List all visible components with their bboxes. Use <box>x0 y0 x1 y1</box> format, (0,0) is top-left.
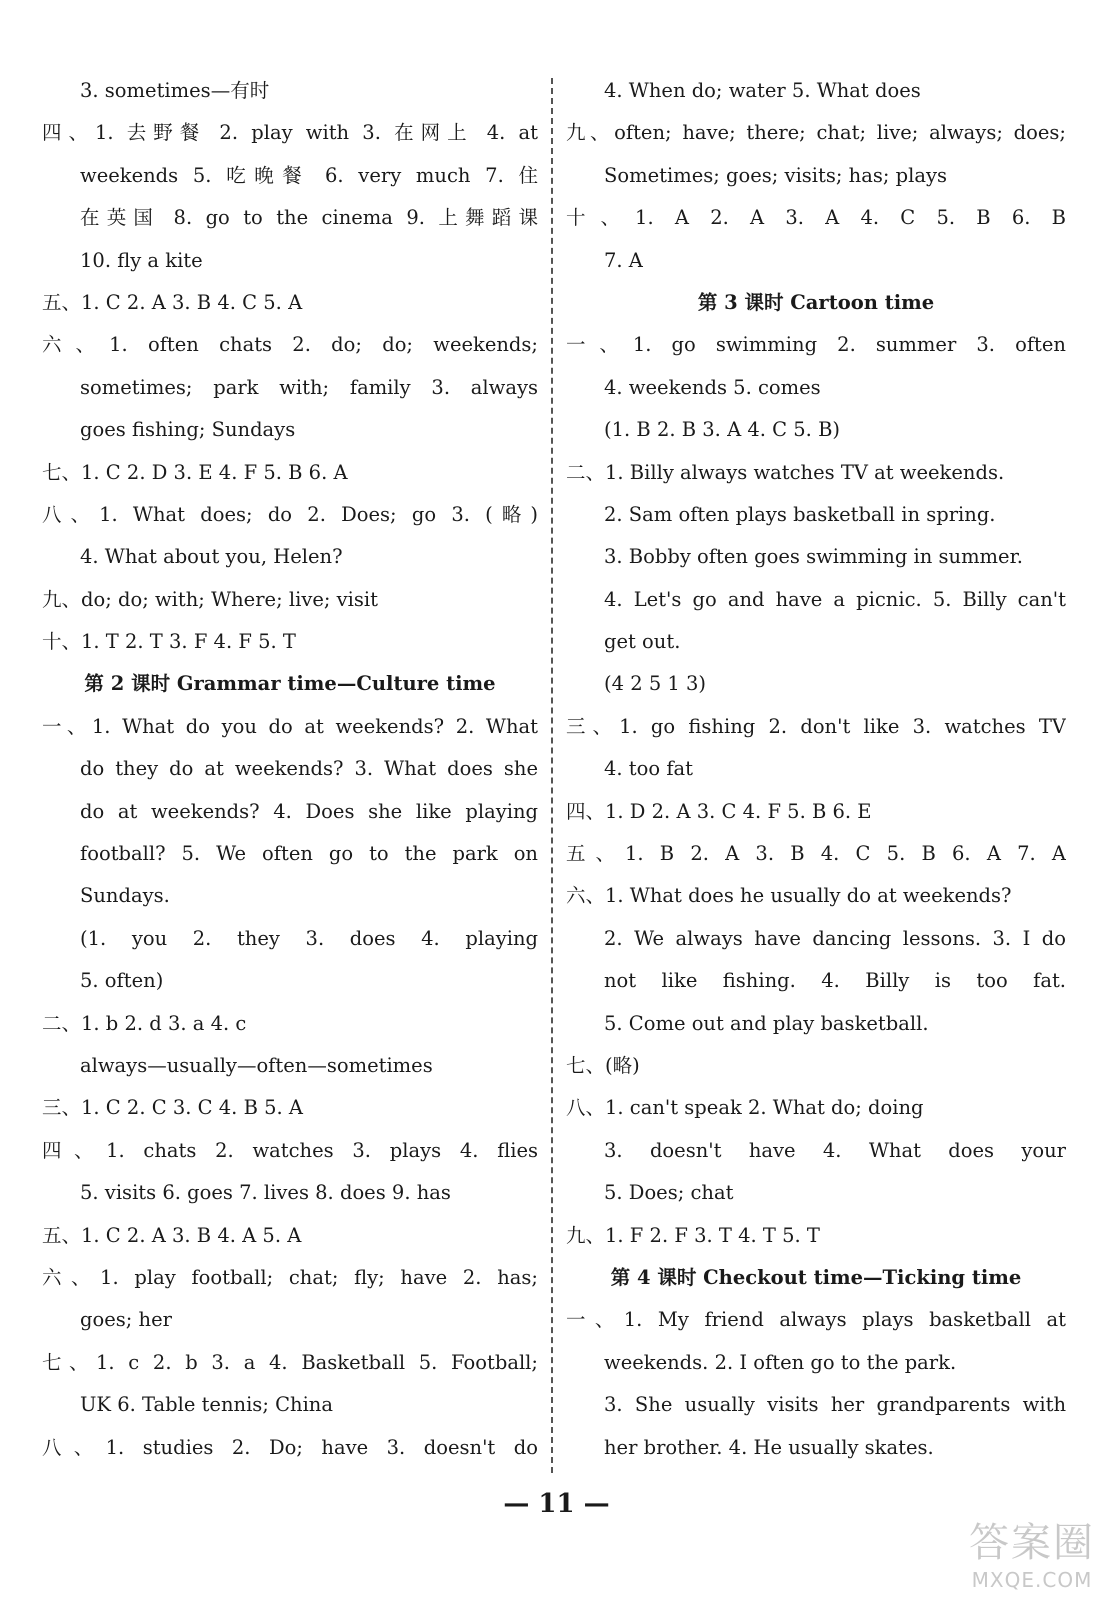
right-line-2: 九、often; have; there; chat; live; always; does; <box>566 121 1066 145</box>
left-line-17: do they do at weekends? 3. What does she <box>80 757 538 781</box>
left-line-24: always—usually—often—sometimes <box>80 1053 433 1077</box>
left-line-20: Sundays. <box>80 884 170 908</box>
left-line-7: 六、1. often chats 2. do; do; weekends; <box>42 333 538 357</box>
right-line-27: 5. Does; chat <box>604 1181 734 1205</box>
left-line-6: 五、1. C 2. A 3. B 4. C 5. A <box>42 290 303 314</box>
left-line-23: 二、1. b 2. d 3. a 4. c <box>42 1011 247 1035</box>
right-line-28: 九、1. F 2. F 3. T 4. T 5. T <box>566 1223 820 1247</box>
left-column <box>42 70 538 1469</box>
right-line-1: 4. When do; water 5. What does <box>604 79 921 102</box>
left-line-26: 四、1. chats 2. watches 3. plays 4. flies <box>42 1138 538 1162</box>
right-line-12: 3. Bobby often goes swimming in summer. <box>604 545 1023 569</box>
right-line-26: 3. doesn't have 4. What does your <box>604 1138 1066 1162</box>
left-line-31: 七、1. c 2. b 3. a 4. Basketball 5. Football; <box>42 1350 538 1374</box>
right-line-8: 4. weekends 5. comes <box>604 375 821 399</box>
left-line-1: 3. sometimes—有时 <box>80 79 270 102</box>
left-line-5: 10. fly a kite <box>80 248 203 272</box>
left-line-3: weekends 5. 吃晚餐 6. very much 7. 住 <box>80 163 538 187</box>
right-line-16: 三、1. go fishing 2. don't like 3. watches TV <box>566 714 1066 738</box>
right-line-17: 4. too fat <box>604 757 693 781</box>
column-divider <box>551 78 553 1473</box>
left-line-16: 一、1. What do you do at weekends? 2. What <box>42 714 538 738</box>
left-line-22: 5. often) <box>80 969 164 993</box>
right-line-10: 二、1. Billy always watches TV at weekends. <box>566 460 1005 484</box>
left-line-9: goes fishing; Sundays <box>80 418 296 442</box>
right-line-5: 7. A <box>604 248 643 272</box>
left-line-14: 十、1. T 2. T 3. F 4. F 5. T <box>42 630 296 654</box>
left-line-19: football? 5. We often go to the park on <box>80 842 538 866</box>
right-column <box>566 70 1066 1469</box>
left-line-32: UK 6. Table tennis; China <box>80 1393 333 1417</box>
left-line-8: sometimes; park with; family 3. always <box>80 375 538 399</box>
right-line-21: 2. We always have dancing lessons. 3. I do <box>604 926 1066 950</box>
left-line-2: 四、1. 去野餐 2. play with 3. 在网上 4. at <box>42 121 538 145</box>
left-line-12: 4. What about you, Helen? <box>80 545 343 569</box>
right-line-31: weekends. 2. I often go to the park. <box>604 1350 957 1374</box>
watermark-logo <box>957 1518 1107 1596</box>
left-line-29: 六、1. play football; chat; fly; have 2. has; <box>42 1265 538 1289</box>
left-line-25: 三、1. C 2. C 3. C 4. B 5. A <box>42 1096 303 1120</box>
left-line-4: 在英国 8. go to the cinema 9. 上舞蹈课 <box>80 206 538 230</box>
page-number: — 11 — <box>503 1489 610 1519</box>
right-line-33: her brother. 4. He usually skates. <box>604 1435 934 1459</box>
watermark-bottom: MXQE.COM <box>971 1568 1093 1592</box>
left-line-15: 第 2 课时 Grammar time—Culture time <box>84 672 496 696</box>
left-line-11: 八、1. What does; do 2. Does; go 3. (略) <box>42 502 538 526</box>
right-line-29: 第 4 课时 Checkout time—Ticking time <box>610 1265 1022 1289</box>
right-line-18: 四、1. D 2. A 3. C 4. F 5. B 6. E <box>566 799 872 823</box>
watermark-top: 答案圈 <box>969 1520 1095 1566</box>
right-line-22: not like fishing. 4. Billy is too fat. <box>604 969 1066 993</box>
left-line-21: (1. you 2. they 3. does 4. playing <box>80 926 538 950</box>
right-line-7: 一、1. go swimming 2. summer 3. often <box>566 333 1066 357</box>
right-line-6: 第 3 课时 Cartoon time <box>697 290 935 314</box>
left-line-10: 七、1. C 2. D 3. E 4. F 5. B 6. A <box>42 460 348 484</box>
right-line-4: 十、1. A 2. A 3. A 4. C 5. B 6. B <box>566 206 1066 230</box>
left-line-18: do at weekends? 4. Does she like playing <box>80 799 538 823</box>
right-line-3: Sometimes; goes; visits; has; plays <box>604 163 947 187</box>
left-line-13: 九、do; do; with; Where; live; visit <box>42 587 378 611</box>
right-line-9: (1. B 2. B 3. A 4. C 5. B) <box>604 418 841 442</box>
right-line-30: 一、1. My friend always plays basketball at <box>566 1308 1066 1332</box>
left-line-27: 5. visits 6. goes 7. lives 8. does 9. has <box>80 1181 451 1205</box>
right-line-19: 五、1. B 2. A 3. B 4. C 5. B 6. A 7. A <box>566 842 1066 866</box>
right-line-20: 六、1. What does he usually do at weekends? <box>566 884 1012 908</box>
right-line-23: 5. Come out and play basketball. <box>604 1011 929 1035</box>
right-line-13: 4. Let's go and have a picnic. 5. Billy can't <box>604 587 1066 611</box>
left-line-28: 五、1. C 2. A 3. B 4. A 5. A <box>42 1223 302 1247</box>
left-line-30: goes; her <box>80 1308 172 1332</box>
right-line-14: get out. <box>604 630 681 654</box>
left-line-33: 八、1. studies 2. Do; have 3. doesn't do <box>42 1435 538 1459</box>
right-line-11: 2. Sam often plays basketball in spring. <box>604 502 996 526</box>
right-line-24: 七、(略) <box>566 1053 640 1077</box>
right-line-25: 八、1. can't speak 2. What do; doing <box>566 1096 924 1120</box>
right-line-32: 3. She usually visits her grandparents with <box>604 1393 1066 1417</box>
right-line-15: (4 2 5 1 3) <box>604 672 707 696</box>
